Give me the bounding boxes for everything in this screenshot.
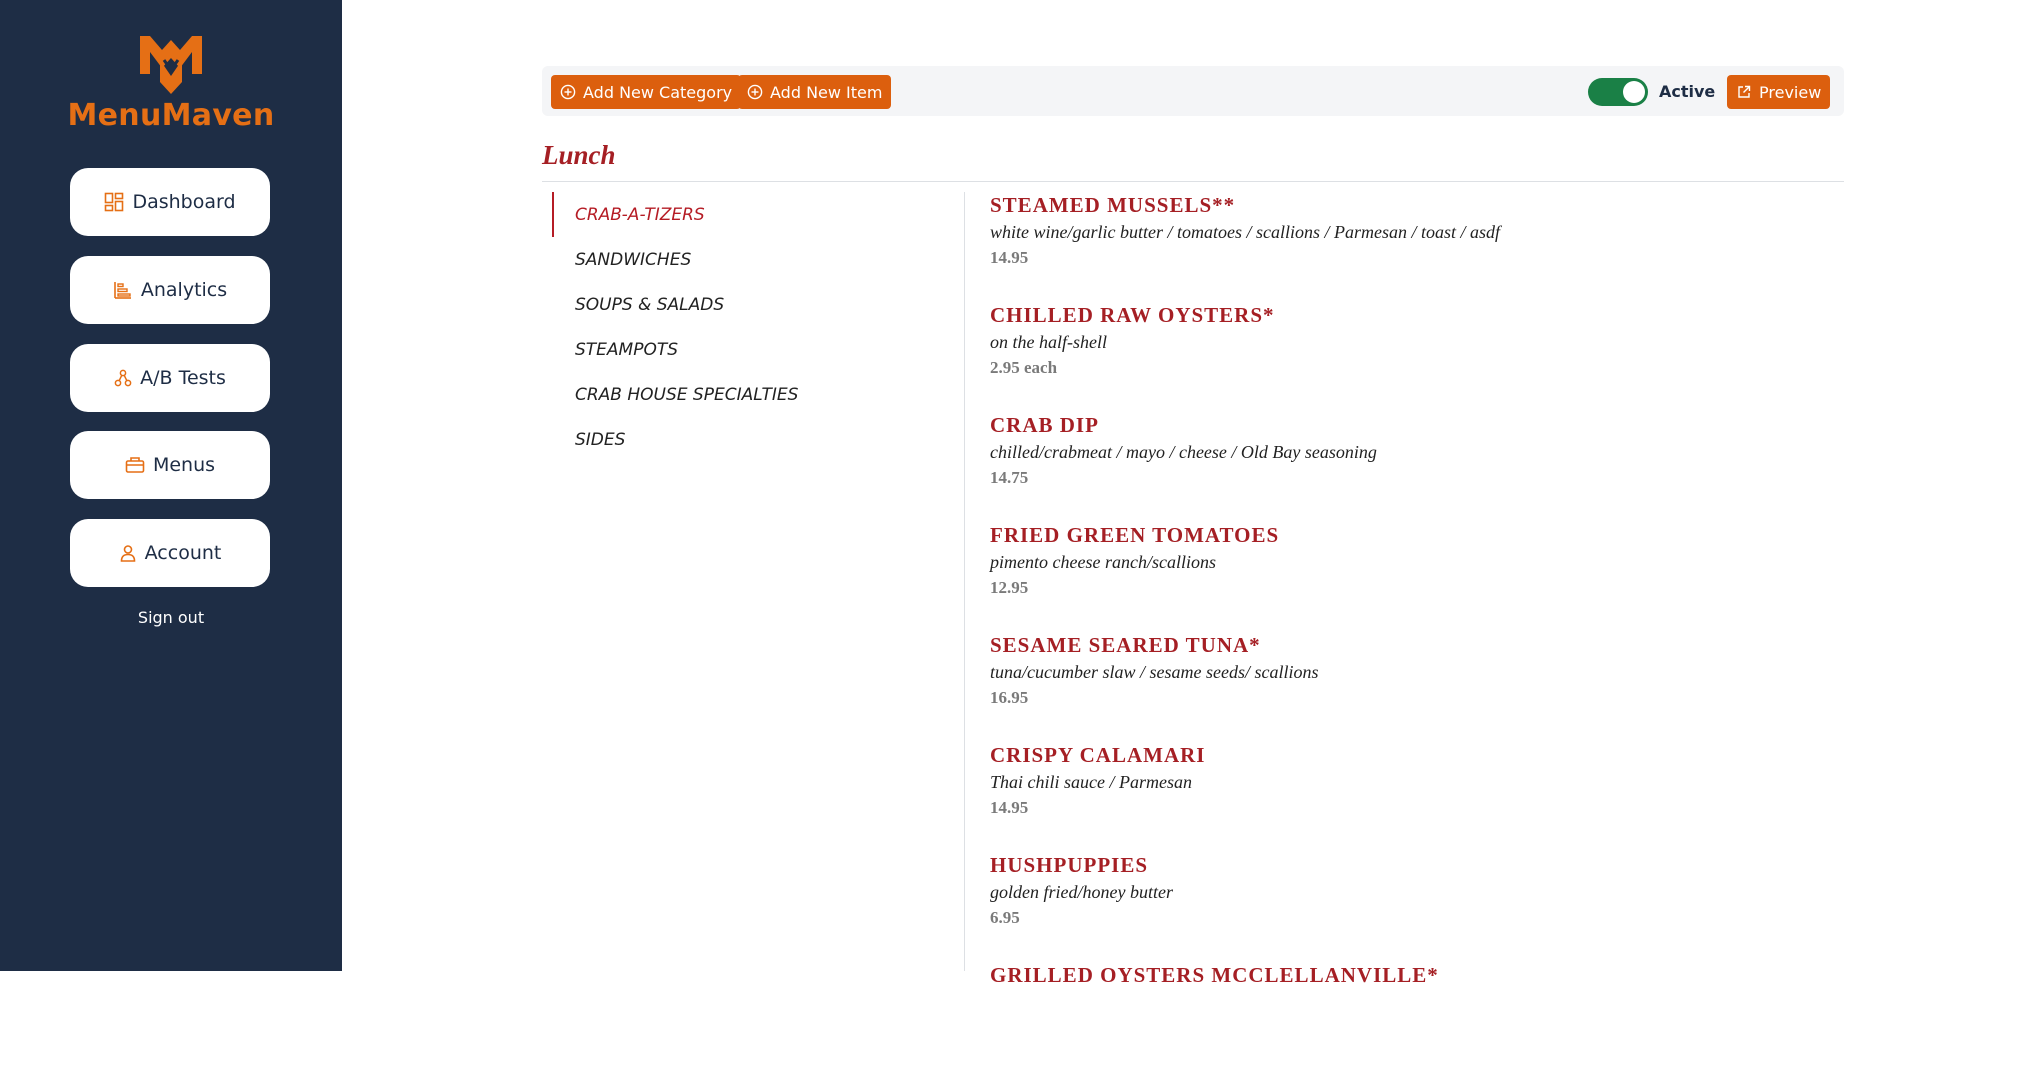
category-item-soups-salads[interactable]: SOUPS & SALADS	[575, 294, 725, 315]
menu-item-list	[990, 192, 1840, 1072]
menu-item[interactable]	[990, 962, 1840, 1072]
active-toggle[interactable]	[1588, 78, 1648, 106]
column-divider	[964, 192, 965, 971]
menumaven-logo-icon	[136, 30, 206, 96]
item-name: CRISPY CALAMARI	[990, 743, 1206, 767]
item-name: HUSHPUPPIES	[990, 853, 1149, 877]
category-item-crab-a-tizers[interactable]: CRAB-A-TIZERS	[552, 192, 952, 237]
item-name: STEAMED MUSSELS**	[990, 193, 1236, 217]
item-description: Thai chili sauce / Parmesan	[990, 772, 1192, 792]
item-name: CRAB DIP	[990, 413, 1099, 437]
item-price: 16.95	[990, 688, 1029, 707]
item-price: 14.75	[990, 468, 1029, 487]
preview-button[interactable]	[1727, 75, 1830, 109]
menus-icon	[125, 456, 145, 474]
nav-dashboard-label: Dashboard	[132, 191, 236, 213]
category-item-sandwiches[interactable]: SANDWICHES	[575, 249, 692, 270]
add-new-item-button[interactable]	[738, 75, 891, 109]
nav-account-label: Account	[144, 542, 222, 564]
item-name: GRILLED OYSTERS MCCLELLANVILLE*	[990, 963, 1439, 987]
menu-item[interactable]	[990, 522, 1840, 632]
category-item-crab-house-specialties[interactable]: CRAB HOUSE SPECIALTIES	[575, 384, 799, 405]
external-link-icon	[1736, 84, 1752, 100]
item-price: 12.95	[990, 578, 1029, 597]
plus-circle-icon	[747, 84, 763, 100]
item-price: 14.95	[990, 798, 1029, 817]
item-name: CHILLED RAW OYSTERS*	[990, 303, 1275, 327]
title-divider	[542, 181, 1844, 182]
item-description: tuna/cucumber slaw / sesame seeds/ scallions	[990, 662, 1319, 682]
sidebar	[0, 0, 342, 971]
dashboard-icon	[104, 192, 124, 212]
nav-ab-tests-button[interactable]	[70, 344, 270, 412]
nav-analytics-button[interactable]	[70, 256, 270, 324]
add-new-category-button[interactable]	[551, 75, 741, 109]
menu-title: Lunch	[542, 140, 616, 170]
item-price: 6.95	[990, 908, 1020, 927]
plus-circle-icon	[560, 84, 576, 100]
item-description: on the half-shell	[990, 332, 1107, 352]
add-new-category-label: Add New Category	[583, 82, 733, 102]
ab-tests-icon	[114, 369, 132, 387]
item-name: SESAME SEARED TUNA*	[990, 633, 1261, 657]
category-item-steampots[interactable]: STEAMPOTS	[575, 339, 679, 360]
item-price: 14.95	[990, 248, 1029, 267]
menu-item[interactable]	[990, 412, 1840, 522]
menu-item[interactable]	[990, 852, 1840, 962]
preview-label: Preview	[1759, 82, 1822, 102]
analytics-icon	[113, 280, 133, 300]
category-item-sides[interactable]: SIDES	[575, 429, 626, 450]
account-icon	[119, 544, 137, 562]
nav-account-button[interactable]	[70, 519, 270, 587]
nav-dashboard-button[interactable]	[70, 168, 270, 236]
item-description: pimento cheese ranch/scallions	[990, 552, 1216, 572]
menu-item[interactable]	[990, 302, 1840, 412]
nav-menus-button[interactable]	[70, 431, 270, 499]
nav-menus-label: Menus	[152, 454, 216, 476]
nav-ab-tests-label: A/B Tests	[140, 367, 226, 389]
item-description: golden fried/honey butter	[990, 882, 1173, 902]
nav-analytics-label: Analytics	[140, 279, 228, 301]
logo[interactable]	[0, 30, 342, 133]
menu-item[interactable]	[990, 632, 1840, 742]
brand-name: MenuMaven	[67, 98, 275, 133]
menu-toolbar	[542, 66, 1844, 116]
item-description: chilled/crabmeat / mayo / cheese / Old Bay seasoning	[990, 442, 1377, 462]
menu-item[interactable]	[990, 742, 1840, 852]
item-name: FRIED GREEN TOMATOES	[990, 523, 1280, 547]
sign-out-link[interactable]: Sign out	[137, 608, 205, 627]
item-price: 2.95 each	[990, 358, 1058, 377]
toggle-knob	[1623, 81, 1645, 103]
add-new-item-label: Add New Item	[770, 82, 883, 102]
active-label: Active	[1659, 82, 1716, 101]
menu-item[interactable]	[990, 192, 1840, 302]
category-list	[552, 192, 952, 462]
item-description: white wine/garlic butter / tomatoes / scallions / Parmesan / toast / asdf	[990, 222, 1500, 242]
